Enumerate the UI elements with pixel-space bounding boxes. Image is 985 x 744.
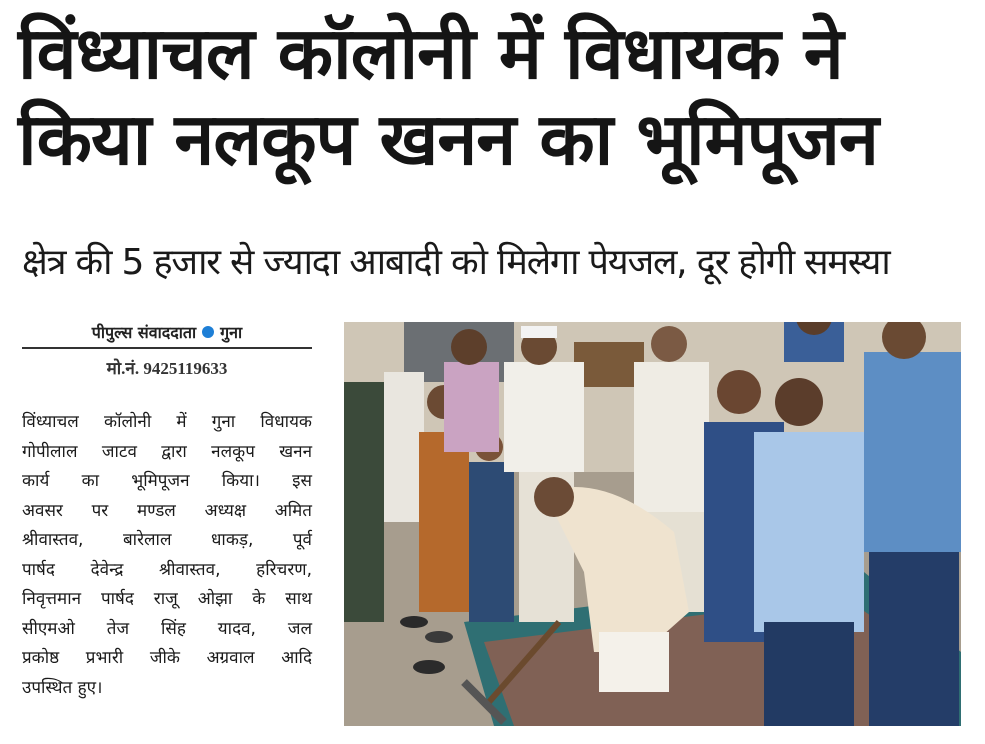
article-line: कार्य का भूमिपूजन किया। इस (22, 471, 312, 491)
news-photo-illustration (344, 322, 961, 726)
headline (18, 10, 968, 182)
article-line: सीएमओ तेज सिंह यादव, जल (22, 618, 312, 639)
reporter-phone: मो.नं. 9425119633 (106, 359, 228, 378)
article-line: गोपीलाल जाटव द्वारा नलकूप खनन (22, 441, 312, 462)
headline-line-1: विंध्याचल कॉलोनी में विधायक ने (18, 11, 843, 95)
subheadline: क्षेत्र की 5 हजार से ज्यादा आबादी को मिलेगा पेयजल, दूर होगी समस्या (22, 242, 890, 283)
byline (22, 318, 312, 346)
dateline-location: गुना (220, 323, 243, 342)
byline-divider (22, 347, 312, 349)
article-line: विंध्याचल कॉलोनी में गुना विधायक (22, 412, 312, 432)
article-line: अवसर पर मण्डल अध्यक्ष अमित (22, 500, 312, 521)
article-line: श्रीवास्तव, बारेलाल धाकड़, पूर्व (22, 530, 312, 550)
news-photo (344, 322, 961, 726)
reporter-name: पीपुल्स संवाददाता (91, 323, 197, 342)
article-line: प्रकोष्ठ प्रभारी जीके अग्रवाल आदि (22, 648, 312, 668)
article-body (22, 408, 312, 703)
bullet-dot-icon (202, 326, 214, 338)
article-line: निवृत्तमान पार्षद राजू ओझा के साथ (22, 589, 312, 609)
article-line: पार्षद देवेन्द्र श्रीवास्तव, हरिचरण, (22, 559, 312, 580)
article-line: उपस्थित हुए। (22, 677, 103, 698)
headline-line-2: किया नलकूप खनन का भूमिपूजन (18, 97, 878, 181)
